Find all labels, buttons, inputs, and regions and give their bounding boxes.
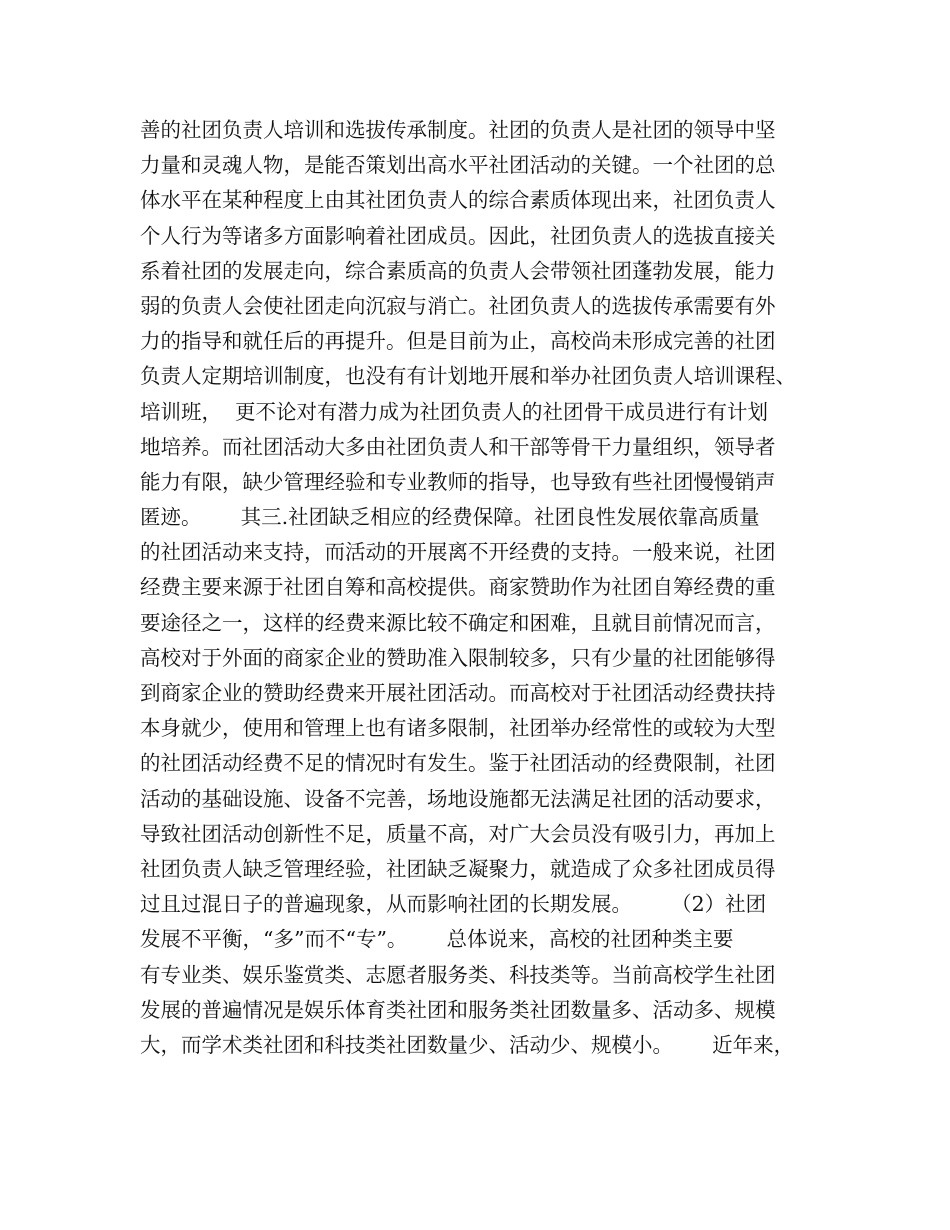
text-line-21: 导致社团活动创新性不足，质量不高，对广大会员没有吸引力，再加上 — [140, 821, 776, 846]
text-line-13: 的社团活动来支持，而活动的开展离不开经费的支持。一般来说，社团 — [140, 540, 776, 565]
text-line-11: 能力有限，缺少管理经验和专业教师的指导，也导致有些社团慢慢销声 — [140, 469, 776, 494]
text-line-18: 本身就少，使用和管理上也有诸多限制，社团举办经常性的或较为大型 — [140, 716, 776, 741]
text-line-7: 力的指导和就任后的再提升。但是目前为止，高校尚未形成完善的社团 — [140, 329, 776, 354]
text-line-9: 培训班， 更不论对有潜力成为社团负责人的社团骨干成员进行有计划 — [140, 399, 769, 424]
text-line-17: 到商家企业的赞助经费来开展社团活动。而高校对于社团活动经费扶持 — [140, 681, 776, 705]
text-line-26: 发展的普遍情况是娱乐体育类社团和服务类社团数量多、活动多、规模 — [140, 997, 776, 1022]
text-line-25: 有专业类、娱乐鉴赏类、志愿者服务类、科技类等。当前高校学生社团 — [140, 962, 776, 987]
text-line-8: 负责人定期培训制度，也没有有计划地开展和举办社团负责人培训课程、 — [140, 364, 796, 389]
text-line-20: 活动的基础设施、设备不完善，场地设施都无法满足社团的活动要求， — [140, 786, 776, 811]
text-line-10: 地培养。而社团活动大多由社团负责人和干部等骨干力量组织，领导者 — [140, 434, 776, 459]
body-text — [140, 113, 840, 1063]
text-line-1: 善的社团负责人培训和选拔传承制度。社团的负责人是社团的领导中坚 — [140, 118, 776, 142]
text-line-27: 大，而学术类社团和科技类社团数量少、活动少、规模小。 近年来， — [140, 1032, 795, 1057]
text-line-16: 高校对于外面的商家企业的赞助准入限制较多，只有少量的社团能够得 — [140, 645, 776, 670]
text-line-12: 匿迹。 其三.社团缺乏相应的经费保障。社团良性发展依靠高质量 — [140, 505, 760, 530]
text-line-14: 经费主要来源于社团自筹和高校提供。商家赞助作为社团自筹经费的重 — [140, 575, 776, 600]
text-line-4: 个人行为等诸多方面影响着社团成员。因此，社团负责人的选拔直接关 — [140, 223, 776, 248]
text-line-2: 力量和灵魂人物，是能否策划出高水平社团活动的关键。一个社团的总 — [140, 153, 776, 178]
text-line-15: 要途径之一，这样的经费来源比较不确定和困难，且就目前情况而言， — [140, 610, 776, 635]
text-line-24: 发展不平衡，“多”而不“专”。 总体说来，高校的社团种类主要 — [140, 927, 734, 952]
text-line-19: 的社团活动经费不足的情况时有发生。鉴于社团活动的经费限制，社团 — [140, 751, 776, 776]
text-line-3: 体水平在某种程度上由其社团负责人的综合素质体现出来，社团负责人 — [140, 188, 776, 213]
text-line-5: 系着社团的发展走向，综合素质高的负责人会带领社团蓬勃发展，能力 — [140, 258, 776, 283]
text-line-22: 社团负责人缺乏管理经验，社团缺乏凝聚力，就造成了众多社团成员得 — [140, 856, 776, 881]
text-line-23: 过且过混日子的普遍现象，从而影响社团的长期发展。 （2）社团 — [140, 892, 767, 917]
text-line-6: 弱的负责人会使社团走向沉寂与消亡。社团负责人的选拔传承需要有外 — [140, 293, 776, 318]
